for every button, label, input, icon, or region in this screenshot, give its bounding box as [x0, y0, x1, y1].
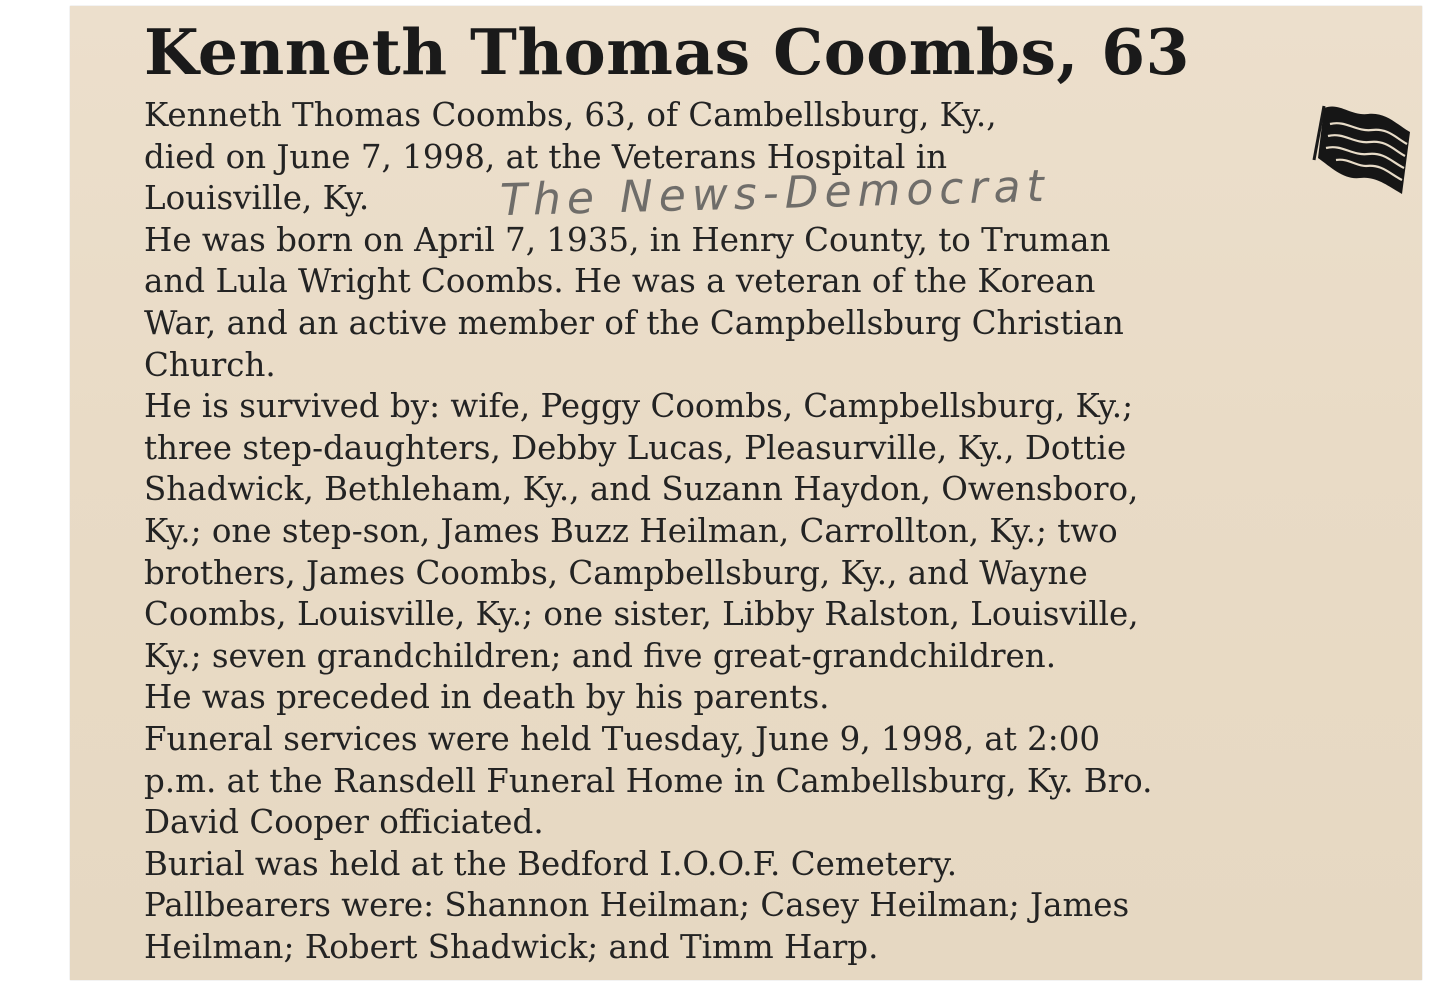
body-line: War, and an active member of the Campbellsburg Christian — [144, 303, 1124, 342]
body-line: p.m. at the Ransdell Funeral Home in Cambellsburg, Ky. Bro. — [144, 761, 1153, 800]
body-line: and Lula Wright Coombs. He was a veteran of the Korean — [144, 262, 1096, 301]
body-line: David Cooper officiated. — [144, 803, 544, 842]
body-line: Church. — [144, 345, 276, 384]
body-line: He was preceded in death by his parents. — [144, 678, 830, 717]
body-line: Burial was held at the Bedford I.O.O.F. Cemetery. — [144, 844, 958, 883]
handwritten-source-note: The News-Democrat — [499, 160, 1051, 227]
body-line: Pallbearers were: Shannon Heilman; Casey Heilman; James — [144, 886, 1130, 925]
body-line: Heilman; Robert Shadwick; and Timm Harp. — [144, 927, 879, 966]
body-line: Ky.; seven grandchildren; and five great-grandchildren. — [144, 636, 1057, 675]
newspaper-clipping — [70, 6, 1422, 980]
body-line: three step-daughters, Debby Lucas, Pleasurville, Ky., Dottie — [144, 428, 1127, 467]
body-line: He was born on April 7, 1935, in Henry County, to Truman — [144, 220, 1111, 259]
obituary-headline: Kenneth Thomas Coombs, 63 — [144, 15, 1190, 89]
body-line: Shadwick, Bethleham, Ky., and Suzann Haydon, Owensboro, — [144, 470, 1139, 509]
obituary-body — [144, 95, 1414, 968]
body-line: Coombs, Louisville, Ky.; one sister, Libby Ralston, Louisville, — [144, 595, 1139, 634]
body-line: brothers, James Coombs, Campbellsburg, Ky., and Wayne — [144, 553, 1088, 592]
body-line: Louisville, Ky. — [144, 179, 370, 218]
body-line: Funeral services were held Tuesday, June 9, 1998, at 2:00 — [144, 719, 1101, 758]
body-line: He is survived by: wife, Peggy Coombs, Campbellsburg, Ky.; — [144, 387, 1134, 426]
body-line: Ky.; one step-son, James Buzz Heilman, Carrollton, Ky.; two — [144, 511, 1118, 550]
body-line: died on June 7, 1998, at the Veterans Hospital in — [144, 137, 948, 176]
body-line: Kenneth Thomas Coombs, 63, of Cambellsburg, Ky., — [144, 96, 997, 134]
